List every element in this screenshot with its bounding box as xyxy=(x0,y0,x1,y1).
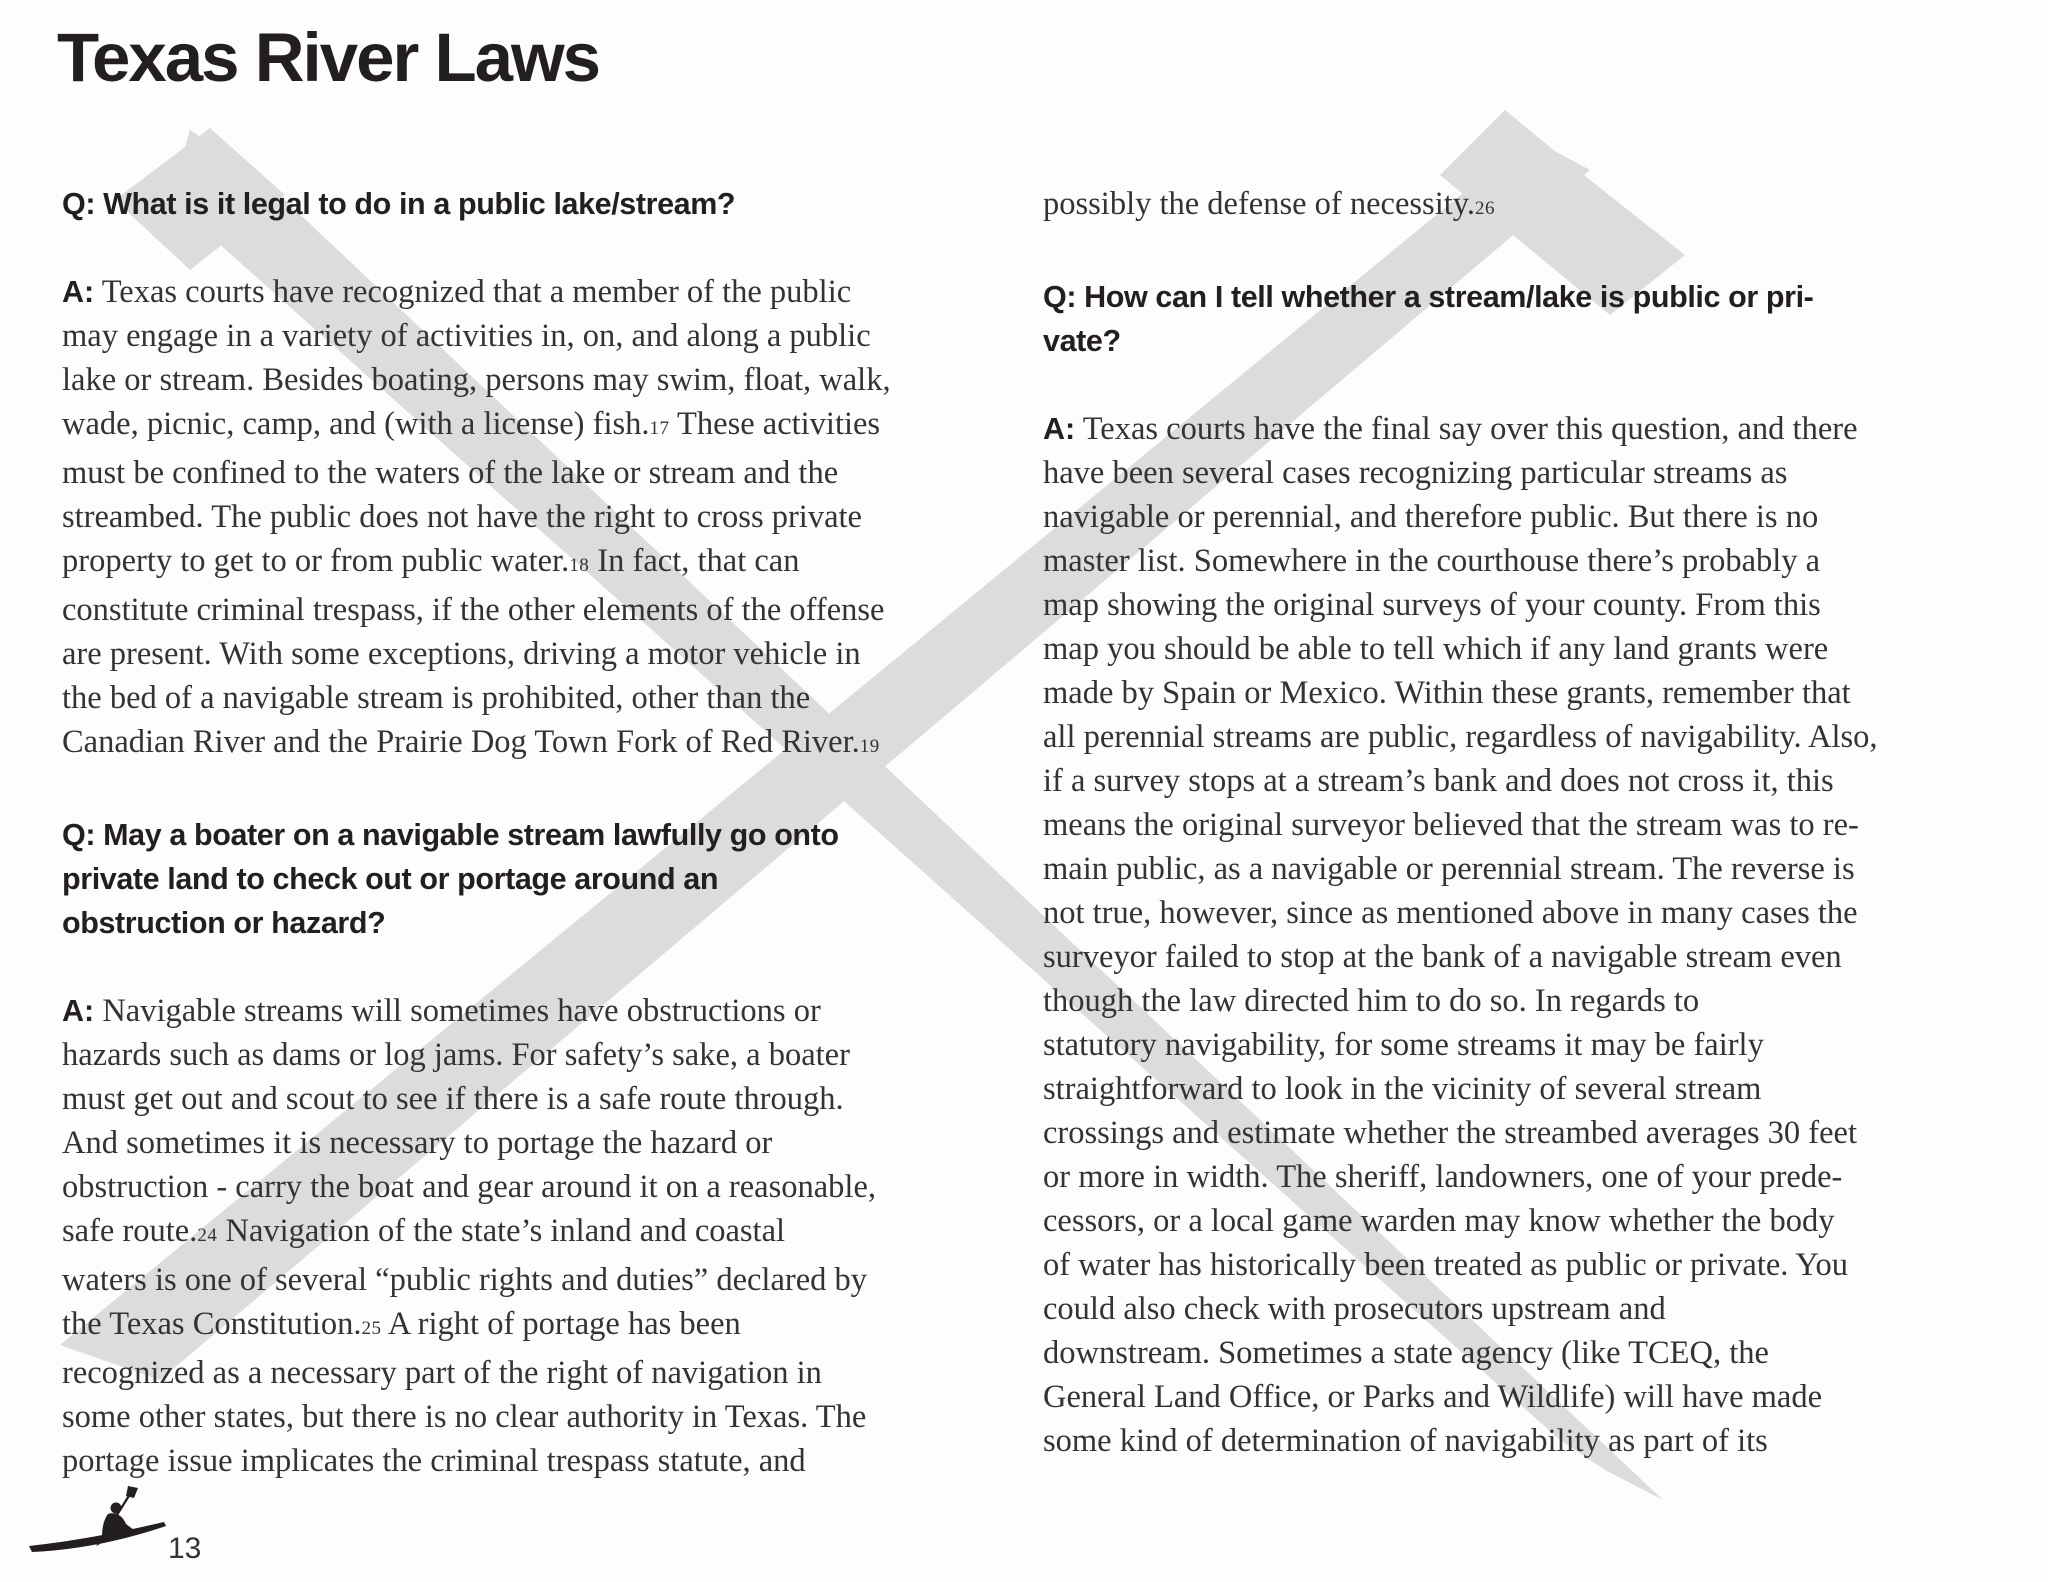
answer-line: some kind of determination of navigability as part of its xyxy=(1043,1423,1768,1459)
footnote-ref: 18 xyxy=(569,555,590,576)
answer-portage xyxy=(62,989,1002,1483)
answer-line: main public, as a navigable or perennial stream. The reverse is xyxy=(1043,851,1855,887)
answer-line: made by Spain or Mexico. Within these grants, remember that xyxy=(1043,675,1851,711)
question-line: obstruction or hazard? xyxy=(62,906,386,940)
answer-public-or-private xyxy=(1043,407,1993,1463)
answer-line: may engage in a variety of activities in, on, and along a public xyxy=(62,318,871,354)
answer-line: if a survey stops at a stream’s bank and does not cross it, this xyxy=(1043,763,1834,799)
answer-line: downstream. Sometimes a state agency (like TCEQ, the xyxy=(1043,1335,1769,1371)
answer-line: constitute criminal trespass, if the other elements of the offense xyxy=(62,592,885,628)
answer-line: safe route.24 Navigation of the state’s inland and coastal xyxy=(62,1213,786,1249)
answer-line: are present. With some exceptions, driving a motor vehicle in xyxy=(62,636,861,672)
answer-line: wade, picnic, camp, and (with a license) fish.17 These activities xyxy=(62,406,881,442)
answer-line: crossings and estimate whether the streambed averages 30 feet xyxy=(1043,1115,1857,1151)
answer-line: Canadian River and the Prairie Dog Town Fork of Red River.19 xyxy=(62,724,880,760)
question-portage xyxy=(62,813,1002,945)
question-line: private land to check out or portage around an xyxy=(62,862,719,896)
answer-line: master list. Somewhere in the courthouse there’s probably a xyxy=(1043,543,1821,579)
answer-line: must be confined to the waters of the lake or stream and the xyxy=(62,455,839,491)
kayaker-icon xyxy=(24,1484,174,1564)
answer-line: the Texas Constitution.25 A right of portage has been xyxy=(62,1306,741,1342)
footnote-ref: 19 xyxy=(859,736,880,757)
answer-label: A: xyxy=(62,275,95,309)
answer-line: property to get to or from public water.18 In fact, that can xyxy=(62,543,800,579)
answer-line: all perennial streams are public, regardless of navigability. Also, xyxy=(1043,719,1878,755)
question-public-or-private xyxy=(1043,275,1993,363)
answer-line: or more in width. The sheriff, landowners, one of your prede- xyxy=(1043,1159,1843,1195)
answer-line: waters is one of several “public rights and duties” declared by xyxy=(62,1262,867,1298)
answer-label: A: xyxy=(62,994,95,1028)
footnote-ref: 25 xyxy=(361,1318,382,1339)
answer-line: straightforward to look in the vicinity of several stream xyxy=(1043,1071,1762,1107)
answer-line: map you should be able to tell which if any land grants were xyxy=(1043,631,1829,667)
answer-line: the bed of a navigable stream is prohibited, other than the xyxy=(62,680,811,716)
answer-line: cessors, or a local game warden may know whether the body xyxy=(1043,1203,1835,1239)
question-legal-activities xyxy=(62,182,1002,226)
answer-line: hazards such as dams or log jams. For safety’s sake, a boater xyxy=(62,1037,850,1073)
answer-line: General Land Office, or Parks and Wildlife) will have made xyxy=(1043,1379,1823,1415)
right-column xyxy=(1043,182,1993,1507)
question-line: vate? xyxy=(1043,324,1121,358)
question-line: Q: May a boater on a navigable stream lawfully go onto xyxy=(62,818,839,852)
answer-line: lake or stream. Besides boating, persons may swim, float, walk, xyxy=(62,362,891,398)
question-line: Q: What is it legal to do in a public lake/stream? xyxy=(62,187,736,221)
answer-line: navigable or perennial, and therefore public. But there is no xyxy=(1043,499,1819,535)
answer-line: portage issue implicates the criminal trespass statute, and xyxy=(62,1443,806,1479)
answer-label: A: xyxy=(1043,412,1076,446)
footnote-ref: 24 xyxy=(197,1225,218,1246)
answer-continuation xyxy=(1043,182,1993,231)
answer-line: A: Texas courts have the final say over this question, and there xyxy=(1043,411,1858,447)
answer-line: streambed. The public does not have the right to cross private xyxy=(62,499,862,535)
footnote-ref: 17 xyxy=(649,418,670,439)
answer-line: map showing the original surveys of your county. From this xyxy=(1043,587,1821,623)
answer-line: some other states, but there is no clear authority in Texas. The xyxy=(62,1399,867,1435)
answer-line: surveyor failed to stop at the bank of a navigable stream even xyxy=(1043,939,1842,975)
answer-line: And sometimes it is necessary to portage the hazard or xyxy=(62,1125,773,1161)
footnote-ref: 26 xyxy=(1475,198,1496,219)
answer-line: of water has historically been treated as public or private. You xyxy=(1043,1247,1849,1283)
answer-line: obstruction - carry the boat and gear around it on a reasonable, xyxy=(62,1169,876,1205)
answer-line: A: Navigable streams will sometimes have obstructions or xyxy=(62,993,821,1029)
answer-line: A: Texas courts have recognized that a member of the public xyxy=(62,274,852,310)
answer-line: statutory navigability, for some streams it may be fairly xyxy=(1043,1027,1764,1063)
page-title: Texas River Laws xyxy=(57,19,600,96)
answer-line: must get out and scout to see if there is a safe route through. xyxy=(62,1081,844,1117)
page-number: 13 xyxy=(168,1532,202,1565)
answer-line: recognized as a necessary part of the right of navigation in xyxy=(62,1355,822,1391)
answer-legal-activities xyxy=(62,270,1002,769)
answer-line: possibly the defense of necessity.26 xyxy=(1043,186,1496,222)
question-line: Q: How can I tell whether a stream/lake is public or pri- xyxy=(1043,280,1814,314)
answer-line: means the original surveyor believed that the stream was to re- xyxy=(1043,807,1859,843)
answer-line: could also check with prosecutors upstream and xyxy=(1043,1291,1666,1327)
answer-line: have been several cases recognizing particular streams as xyxy=(1043,455,1788,491)
answer-line: not true, however, since as mentioned above in many cases the xyxy=(1043,895,1858,931)
answer-line: though the law directed him to do so. In regards to xyxy=(1043,983,1700,1019)
left-column xyxy=(62,182,1002,1527)
